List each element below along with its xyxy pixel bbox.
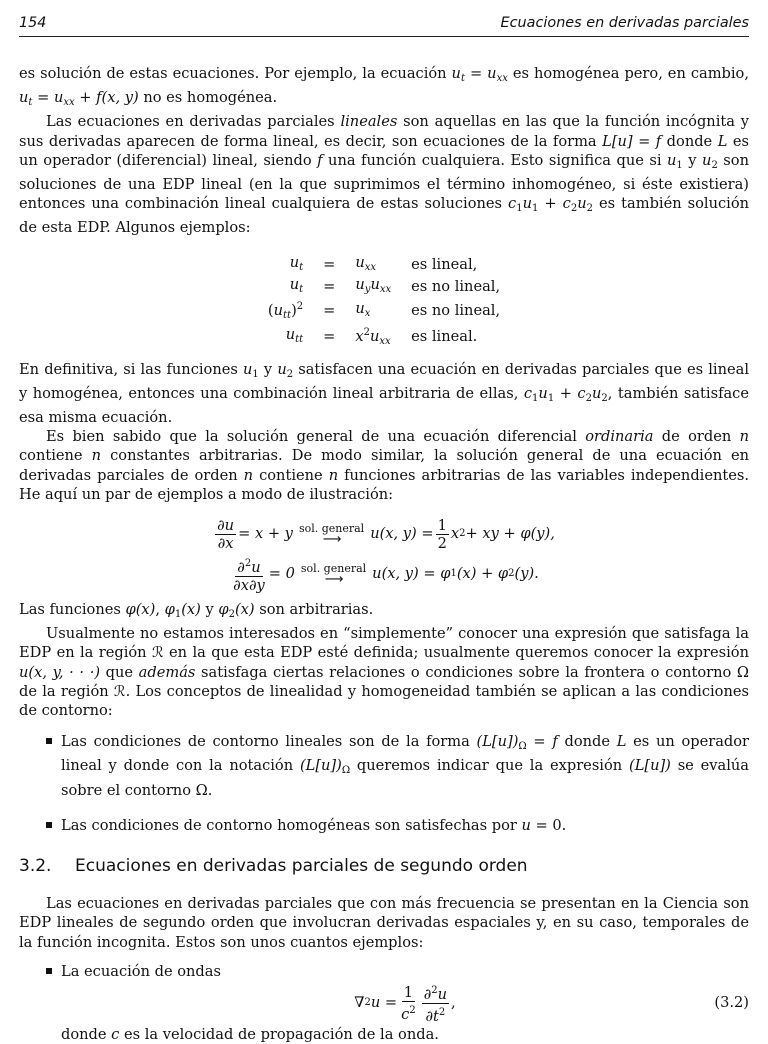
sol-general-arrow: sol. general ⟶ bbox=[300, 562, 367, 588]
pde-examples-list bbox=[19, 962, 749, 1044]
paragraph-5: Las funciones φ(x), $\varphi_1(x)$ y $\varphi_2(x)$ son arbitrarias. bbox=[19, 601, 374, 621]
page-body bbox=[19, 64, 749, 1044]
header-rule bbox=[19, 36, 749, 37]
running-header bbox=[19, 14, 749, 34]
paragraph-7: Las ecuaciones en derivadas parciales que con más frecuencia se presentan en la Ciencia son EDP lineales de segundo orden que involucran derivadas espaciales y, en su caso, temporales de la función incognita. Estos son unos cuantos ejemplos: bbox=[19, 895, 749, 951]
wave-equation-note: donde c es la velocidad de propagación de la onda. bbox=[61, 1026, 439, 1044]
example-row: $(u_{tt})^2$ = $u_x$ es no lineal, bbox=[267, 299, 501, 321]
wave-equation: ∇ 2 u = $\frac{1}{c^2}$ $\frac{\partial^2u}{\partial t^2}$ , (3.2) bbox=[354, 983, 749, 1025]
general-solution-display bbox=[19, 514, 749, 594]
page-number: 154 bbox=[19, 15, 47, 31]
paragraph-2: Las ecuaciones en derivadas parciales lineales son aquellas en las que la función incógnita y sus derivadas aparecen de forma lineal, es decir, son ecuaciones de la forma L[u] = f donde L es un operador (diferencial) lineal, siendo f una función cualquiera. Esto significa que si $u_1$ y $u_2$ son soluciones de una EDP lineal (en la que suprimimos el término inhomogéneo, si éste existiera) entonces una combinación lineal cualquiera de estas soluciones $c_1u_1 + c_2u_2$ es también solución de esta EDP. Algunos ejemplos: bbox=[19, 113, 750, 237]
example-row: $u_{tt}$ = $x^2u_{xx}$ es lineal. bbox=[285, 325, 478, 347]
list-item bbox=[19, 962, 749, 1044]
display-row-2: $\frac{\partial^2u}{\partial x\partial y}$ = 0 sol. general ⟶ u(x, y) = φ 1 (x) + φ 2 (y). bbox=[229, 554, 539, 594]
display-row-1: $\frac{\partial u}{\partial x}$ = x + y sol. general ⟶ u(x, y) = $\frac{1}{2}$ x 2 + xy + φ(y), bbox=[217, 516, 555, 552]
bullet-icon bbox=[46, 968, 52, 974]
examples-equation-array bbox=[19, 254, 749, 350]
equation-number: (3.2) bbox=[714, 994, 749, 1012]
paragraph-1: es solución de estas ecuaciones. Por ejemplo, la ecuación $u_t = u_{xx}$ es homogénea pero, en cambio, $u_t = u_{xx} + f(x$, y) no es homogénea. bbox=[19, 65, 749, 109]
boundary-conditions-list bbox=[19, 732, 749, 835]
paragraph-3: En definitiva, si las funciones $u_1$ y $u_2$ satisfacen una ecuación en derivadas parciales que es lineal y homogénea, entonces una combinación lineal arbitraria de ellas, $c_1u_1 + c_2u_2$, también satisface esa misma ecuación. bbox=[19, 360, 750, 427]
section-title: Ecuaciones en derivadas parciales de segundo orden bbox=[75, 856, 528, 877]
paragraph-4: Es bien sabido que la solución general de una ecuación diferencial ordinaria de orden n contiene n constantes arbitrarias. De modo similar, la solución general de una ecuación en derivadas parciales de orden n contiene n funciones arbitrarias de las variables independientes. He aquí un par de ejemplos a modo de ilustración: bbox=[19, 428, 749, 503]
example-row: $u_t$ = $u_yu_{xx}$ es no lineal, bbox=[289, 275, 501, 296]
sol-general-arrow: sol. general ⟶ bbox=[298, 522, 365, 548]
bullet-icon bbox=[46, 822, 52, 828]
wave-equation-label: La ecuación de ondas bbox=[61, 962, 221, 980]
section-number: 3.2. bbox=[19, 856, 52, 877]
example-row: $u_t$ = $u_{xx}$ es lineal, bbox=[289, 253, 478, 274]
list-item: Las condiciones de contorno homogéneas son satisfechas por u = 0. bbox=[19, 816, 749, 835]
bullet-icon bbox=[46, 738, 52, 744]
running-title: Ecuaciones en derivadas parciales bbox=[500, 15, 749, 31]
paragraph-6: Usualmente no estamos interesados en “simplemente” conocer una expresión que satisfaga la EDP en la región ℛ en la que esta EDP esté definida; usualmente queremos conocer la expresión u(x, y, · · ·) que además satisfaga ciertas relaciones o condiciones sobre la frontera o contorno Ω de la región ℛ. Los conceptos de linealidad y homogeneidad también se aplican a las condiciones de contorno: bbox=[19, 625, 749, 720]
section-heading bbox=[19, 857, 749, 876]
list-item: Las condiciones de contorno lineales son de la forma $(L[u])_\Omega = f$ donde L es un operador lineal y donde con la notación $(L[u])_\Omega$ queremos indicar que la expresión (L[u]) se evalúa sobre el contorno Ω. bbox=[19, 732, 749, 800]
